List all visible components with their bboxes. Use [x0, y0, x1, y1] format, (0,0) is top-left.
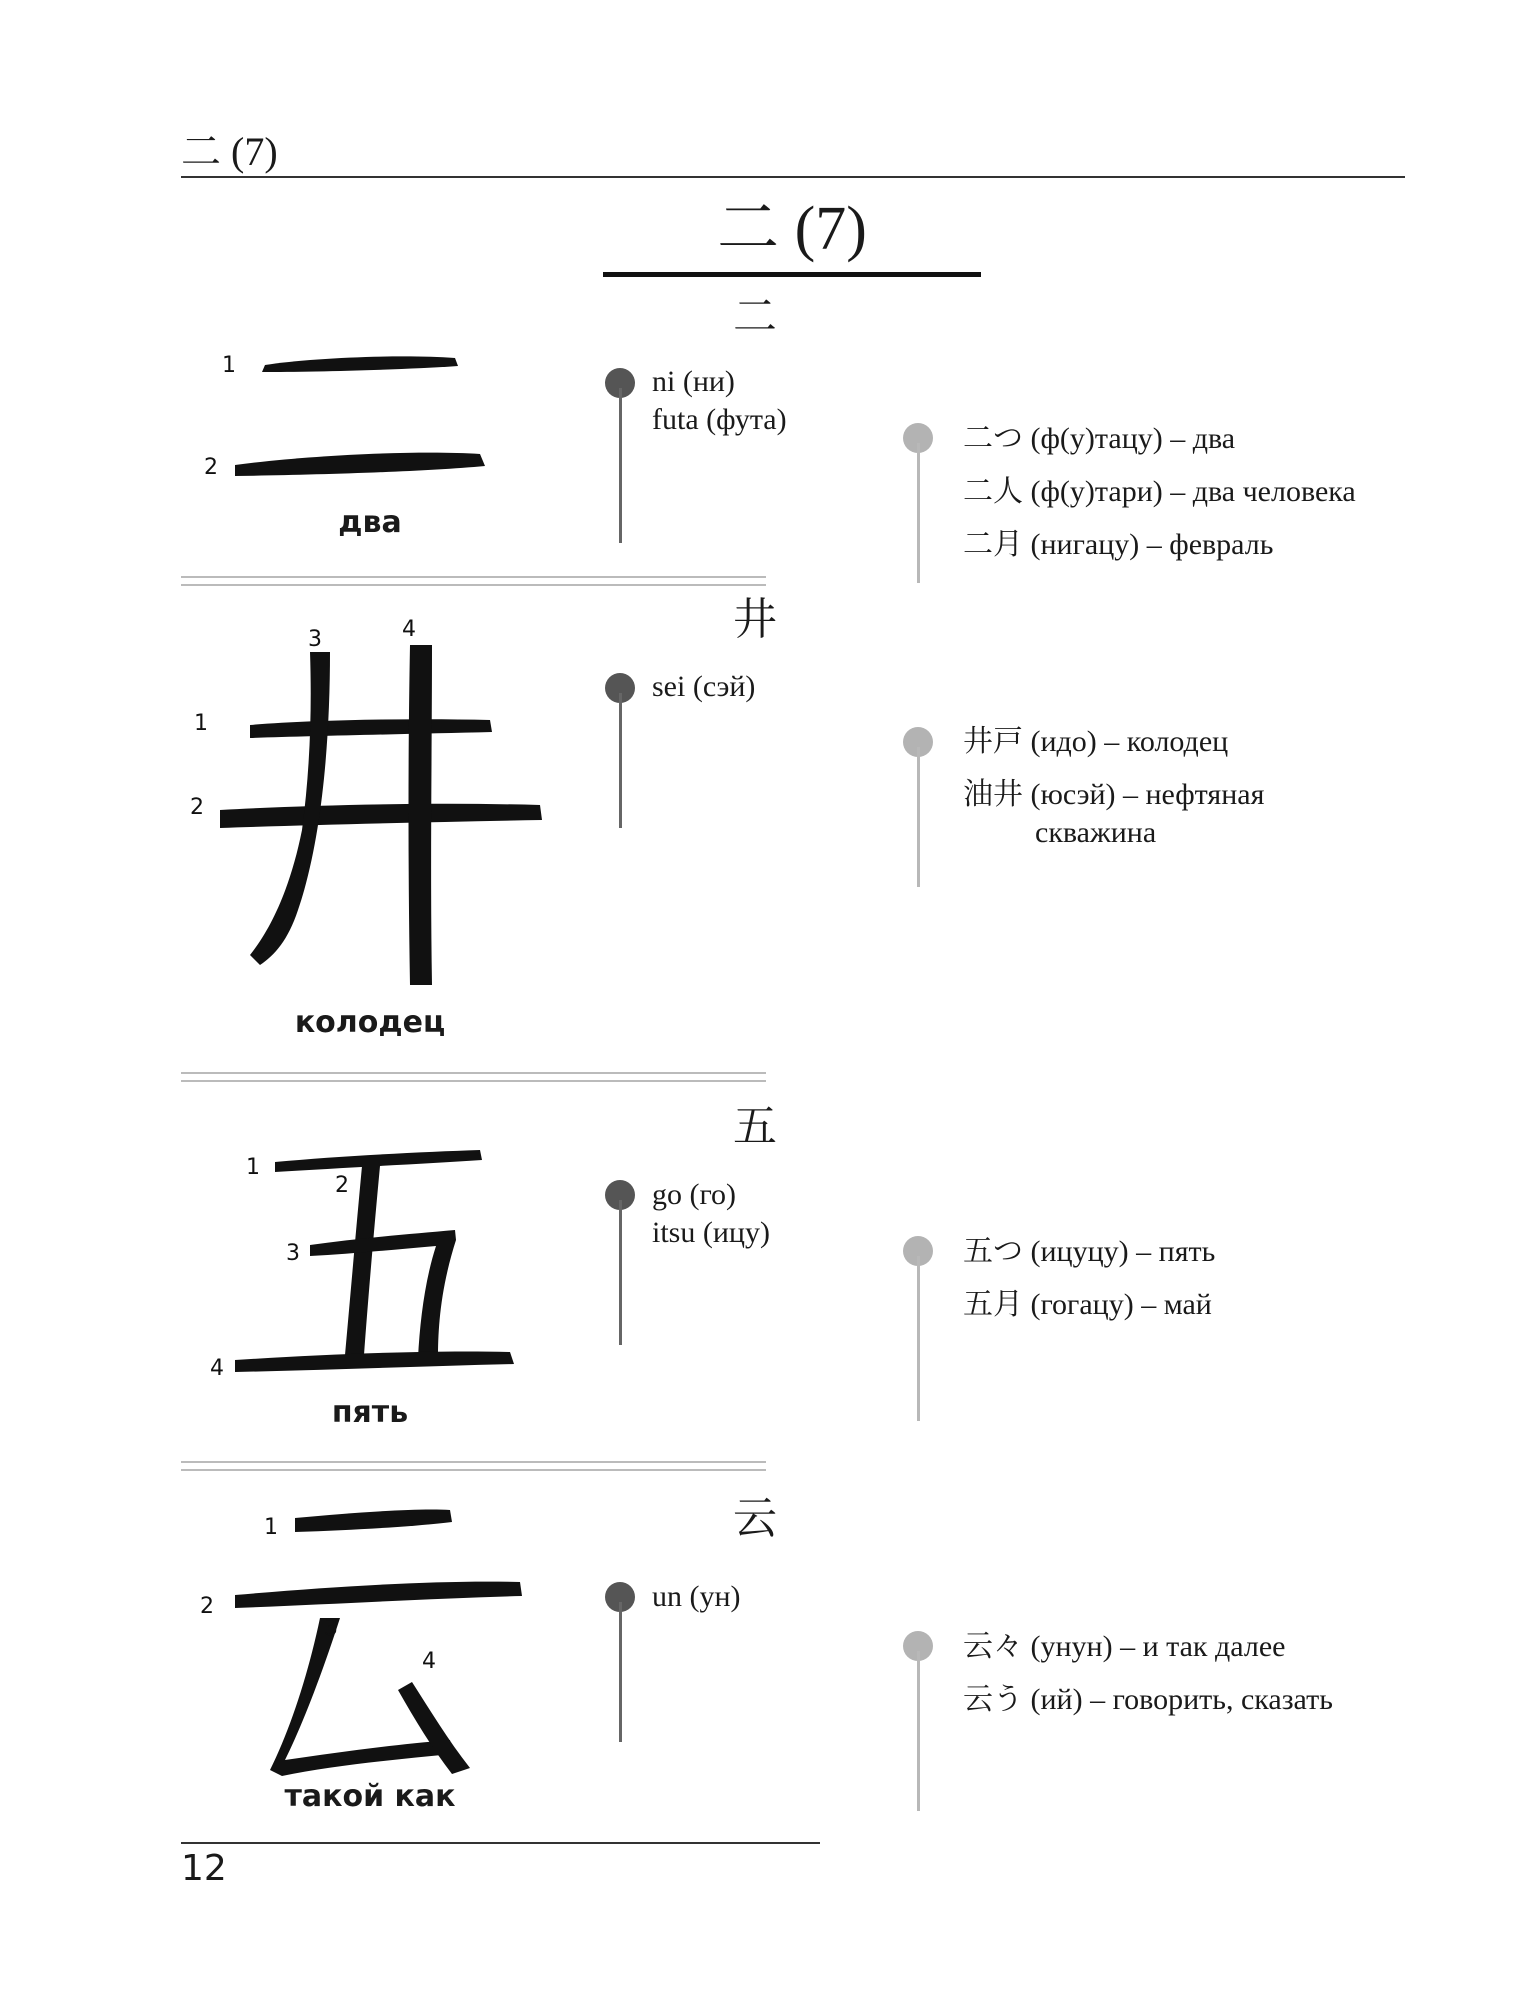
reading-line: itsu (ицу) [652, 1216, 770, 1249]
kanji-readings [652, 668, 755, 706]
vocab-entry: 二つ (ф(у)тацу) – два [963, 422, 1236, 455]
stroke-number: 2 [190, 795, 204, 820]
footer-rule [181, 1842, 820, 1844]
stroke-order-drawing [190, 330, 570, 490]
stroke-number: 3 [324, 1616, 338, 1641]
section-divider [181, 1461, 766, 1471]
vocab-entry-continuation: скважина [1035, 816, 1157, 849]
reading-line: un (ун) [652, 1580, 741, 1613]
pin-stem [917, 747, 920, 887]
stroke-number: 1 [222, 353, 236, 378]
stroke-number: 1 [264, 1515, 278, 1540]
vocab-entry-text: 油井 (юсэй) – нефтяная [963, 778, 1265, 811]
stroke-number: 1 [246, 1155, 260, 1180]
pin-stem [619, 693, 622, 828]
stroke-number: 2 [204, 455, 218, 480]
stroke-number: 4 [210, 1356, 224, 1380]
reading-line: sei (сэй) [652, 670, 756, 703]
reading-line: go (го) [652, 1178, 737, 1211]
section-kanji: 五 [733, 1102, 777, 1151]
stroke-number: 4 [422, 1649, 436, 1674]
stroke-order-drawing [190, 1490, 570, 1780]
reading-line: futa (фута) [652, 403, 787, 436]
stroke-number: 1 [194, 711, 208, 736]
vocab-list [963, 723, 1264, 852]
vocab-entry: 五つ (ицуцу) – пять [963, 1235, 1216, 1268]
kanji-readings [652, 1578, 741, 1616]
kanji-brush-i [190, 610, 570, 1000]
vocab-list [963, 1233, 1215, 1339]
section-kanji: 云 [733, 1494, 777, 1543]
vocab-list [963, 1628, 1333, 1734]
kanji-brush-ni [190, 330, 570, 490]
kanji-meaning: такой как [284, 1779, 456, 1814]
title-underline [603, 272, 981, 277]
kanji-meaning: пять [331, 1395, 409, 1430]
page-number: 12 [181, 1848, 227, 1889]
vocab-entry: 云う (ий) – говорить, сказать [963, 1683, 1333, 1716]
vocab-entry: 云々 (унун) – и так далее [963, 1630, 1286, 1663]
page-title: 二 (7) [717, 195, 867, 263]
stroke-number: 3 [308, 627, 322, 652]
kanji-meaning: два [338, 505, 402, 540]
pin-stem [917, 1651, 920, 1811]
kanji-readings [652, 363, 787, 439]
stroke-number: 4 [402, 617, 416, 642]
stroke-number: 3 [286, 1241, 300, 1266]
header-rule [181, 176, 1405, 178]
vocab-entry: 井戸 (идо) – колодец [963, 725, 1229, 758]
section-divider [181, 1072, 766, 1082]
stroke-number: 2 [200, 1594, 214, 1619]
stroke-order-drawing [190, 1130, 570, 1380]
stroke-number: 2 [335, 1173, 349, 1198]
vocab-entry: 二月 (нигацу) – февраль [963, 528, 1274, 561]
vocab-entry: 五月 (гогацу) – май [963, 1288, 1212, 1321]
section-kanji: 井 [733, 595, 777, 644]
vocab-list [963, 420, 1356, 579]
running-head: 二 (7) [181, 129, 278, 174]
section-kanji: 二 [733, 292, 777, 341]
kanji-brush-un [190, 1490, 570, 1780]
pin-stem [917, 443, 920, 583]
stroke-order-drawing [190, 610, 570, 1000]
kanji-brush-go [190, 1130, 570, 1380]
section-divider [181, 576, 766, 586]
kanji-meaning: колодец [294, 1005, 446, 1040]
reading-line: ni (ни) [652, 365, 735, 398]
pin-stem [619, 1200, 622, 1345]
vocab-entry [963, 776, 1264, 852]
pin-stem [917, 1256, 920, 1421]
kanji-readings [652, 1176, 770, 1252]
pin-stem [619, 1602, 622, 1742]
pin-stem [619, 388, 622, 543]
vocab-entry: 二人 (ф(у)тари) – два человека [963, 475, 1356, 508]
